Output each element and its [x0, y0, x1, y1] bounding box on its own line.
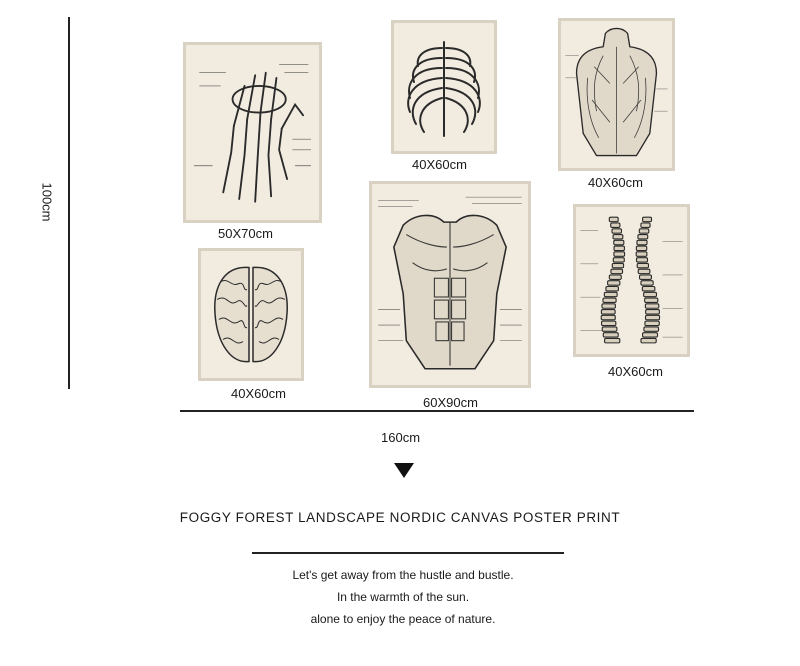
- hand-bones-illustration: [186, 45, 319, 220]
- product-title: FOGGY FOREST LANDSCAPE NORDIC CANVAS POSTER PRINT: [179, 510, 621, 525]
- tagline-line: Let's get away from the hustle and bustle.: [292, 568, 514, 582]
- spine-illustration: [576, 207, 687, 354]
- width-dimension-line: [180, 410, 694, 412]
- back-muscles-illustration: [561, 21, 672, 168]
- poster-size-label: 40X60cm: [412, 157, 467, 172]
- rib-cage-illustration: [394, 23, 494, 151]
- tagline-line: alone to enjoy the peace of nature.: [310, 612, 496, 626]
- brain-illustration: [201, 251, 301, 378]
- title-divider: [252, 552, 564, 554]
- height-dimension-line: [68, 17, 70, 389]
- torso-muscles-illustration: [372, 184, 528, 385]
- poster-back-muscles: [558, 18, 675, 171]
- poster-rib-cage: [391, 20, 497, 154]
- poster-spine: [573, 204, 690, 357]
- poster-size-label: 50X70cm: [218, 226, 273, 241]
- width-dimension-label: 160cm: [381, 430, 421, 445]
- poster-hand-bones: [183, 42, 322, 223]
- down-triangle-icon: [394, 463, 414, 478]
- poster-brain: [198, 248, 304, 381]
- poster-size-label: 60X90cm: [423, 395, 478, 410]
- poster-size-label: 40X60cm: [231, 386, 286, 401]
- poster-torso-muscles: [369, 181, 531, 388]
- poster-size-label: 40X60cm: [588, 175, 643, 190]
- height-dimension-label: 100cm: [39, 182, 55, 222]
- poster-size-label: 40X60cm: [608, 364, 663, 379]
- tagline-line: In the warmth of the sun.: [336, 590, 470, 604]
